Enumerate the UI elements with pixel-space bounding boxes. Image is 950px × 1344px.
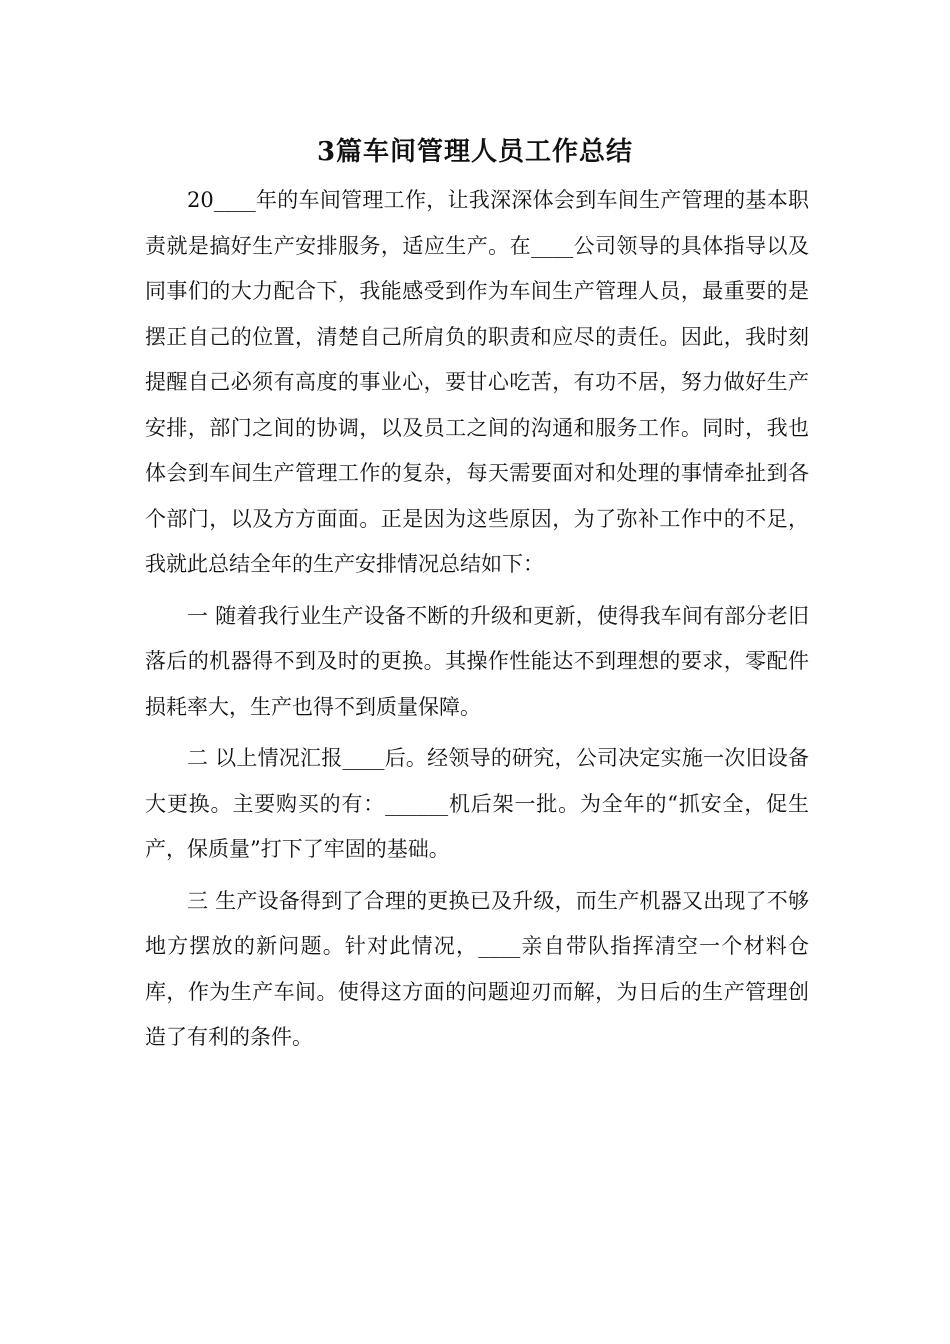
paragraph-item-1: 一 随着我行业生产设备不断的升级和更新，使得我车间有部分老旧落后的机器得不到及时的更换。其操作性能达不到理想的要求，零配件损耗率大，生产也得不到质量保障。 xyxy=(145,603,809,719)
paragraph-intro: 20____年的车间管理工作，让我深深体会到车间生产管理的基本职责就是搞好生产安排服务，适应生产。在____公司领导的具体指导以及同事们的大力配合下，我能感受到作为车间生产管理人员，最重要的是摆正自己的位置，清楚自己所肩负的职责和应尽的责任。因此，我时刻提醒自己必须有高度的事业心，要甘心吃苦，有功不居，努力做好生产安排，部门之间的协调，以及员工之间的沟通和服务工作。同时，我也体会到车间生产管理工作的复杂，每天需要面对和处理的事情牵扯到各个部门，以及方方面面。正是因为这些原因，为了弥补工作中的不足，我就此总结全年的生产安排情况总结如下： xyxy=(145,188,809,576)
paragraph-item-3: 三 生产设备得到了合理的更换已及升级，而生产机器又出现了不够地方摆放的新问题。针对此情况，____亲自带队指挥清空一个材料仓库，作为生产车间。使得这方面的问题迎刃而解，为日后的生产管理创造了有利的条件。 xyxy=(145,888,809,1049)
paragraph-item-2: 二 以上情况汇报____后。经领导的研究，公司决定实施一次旧设备大更换。主要购买的有：______机后架一批。为全年的“抓安全，促生产，保质量”打下了牢固的基础。 xyxy=(145,746,809,861)
document-title: 3篇车间管理人员工作总结 xyxy=(316,137,634,167)
document-body xyxy=(145,178,809,1061)
